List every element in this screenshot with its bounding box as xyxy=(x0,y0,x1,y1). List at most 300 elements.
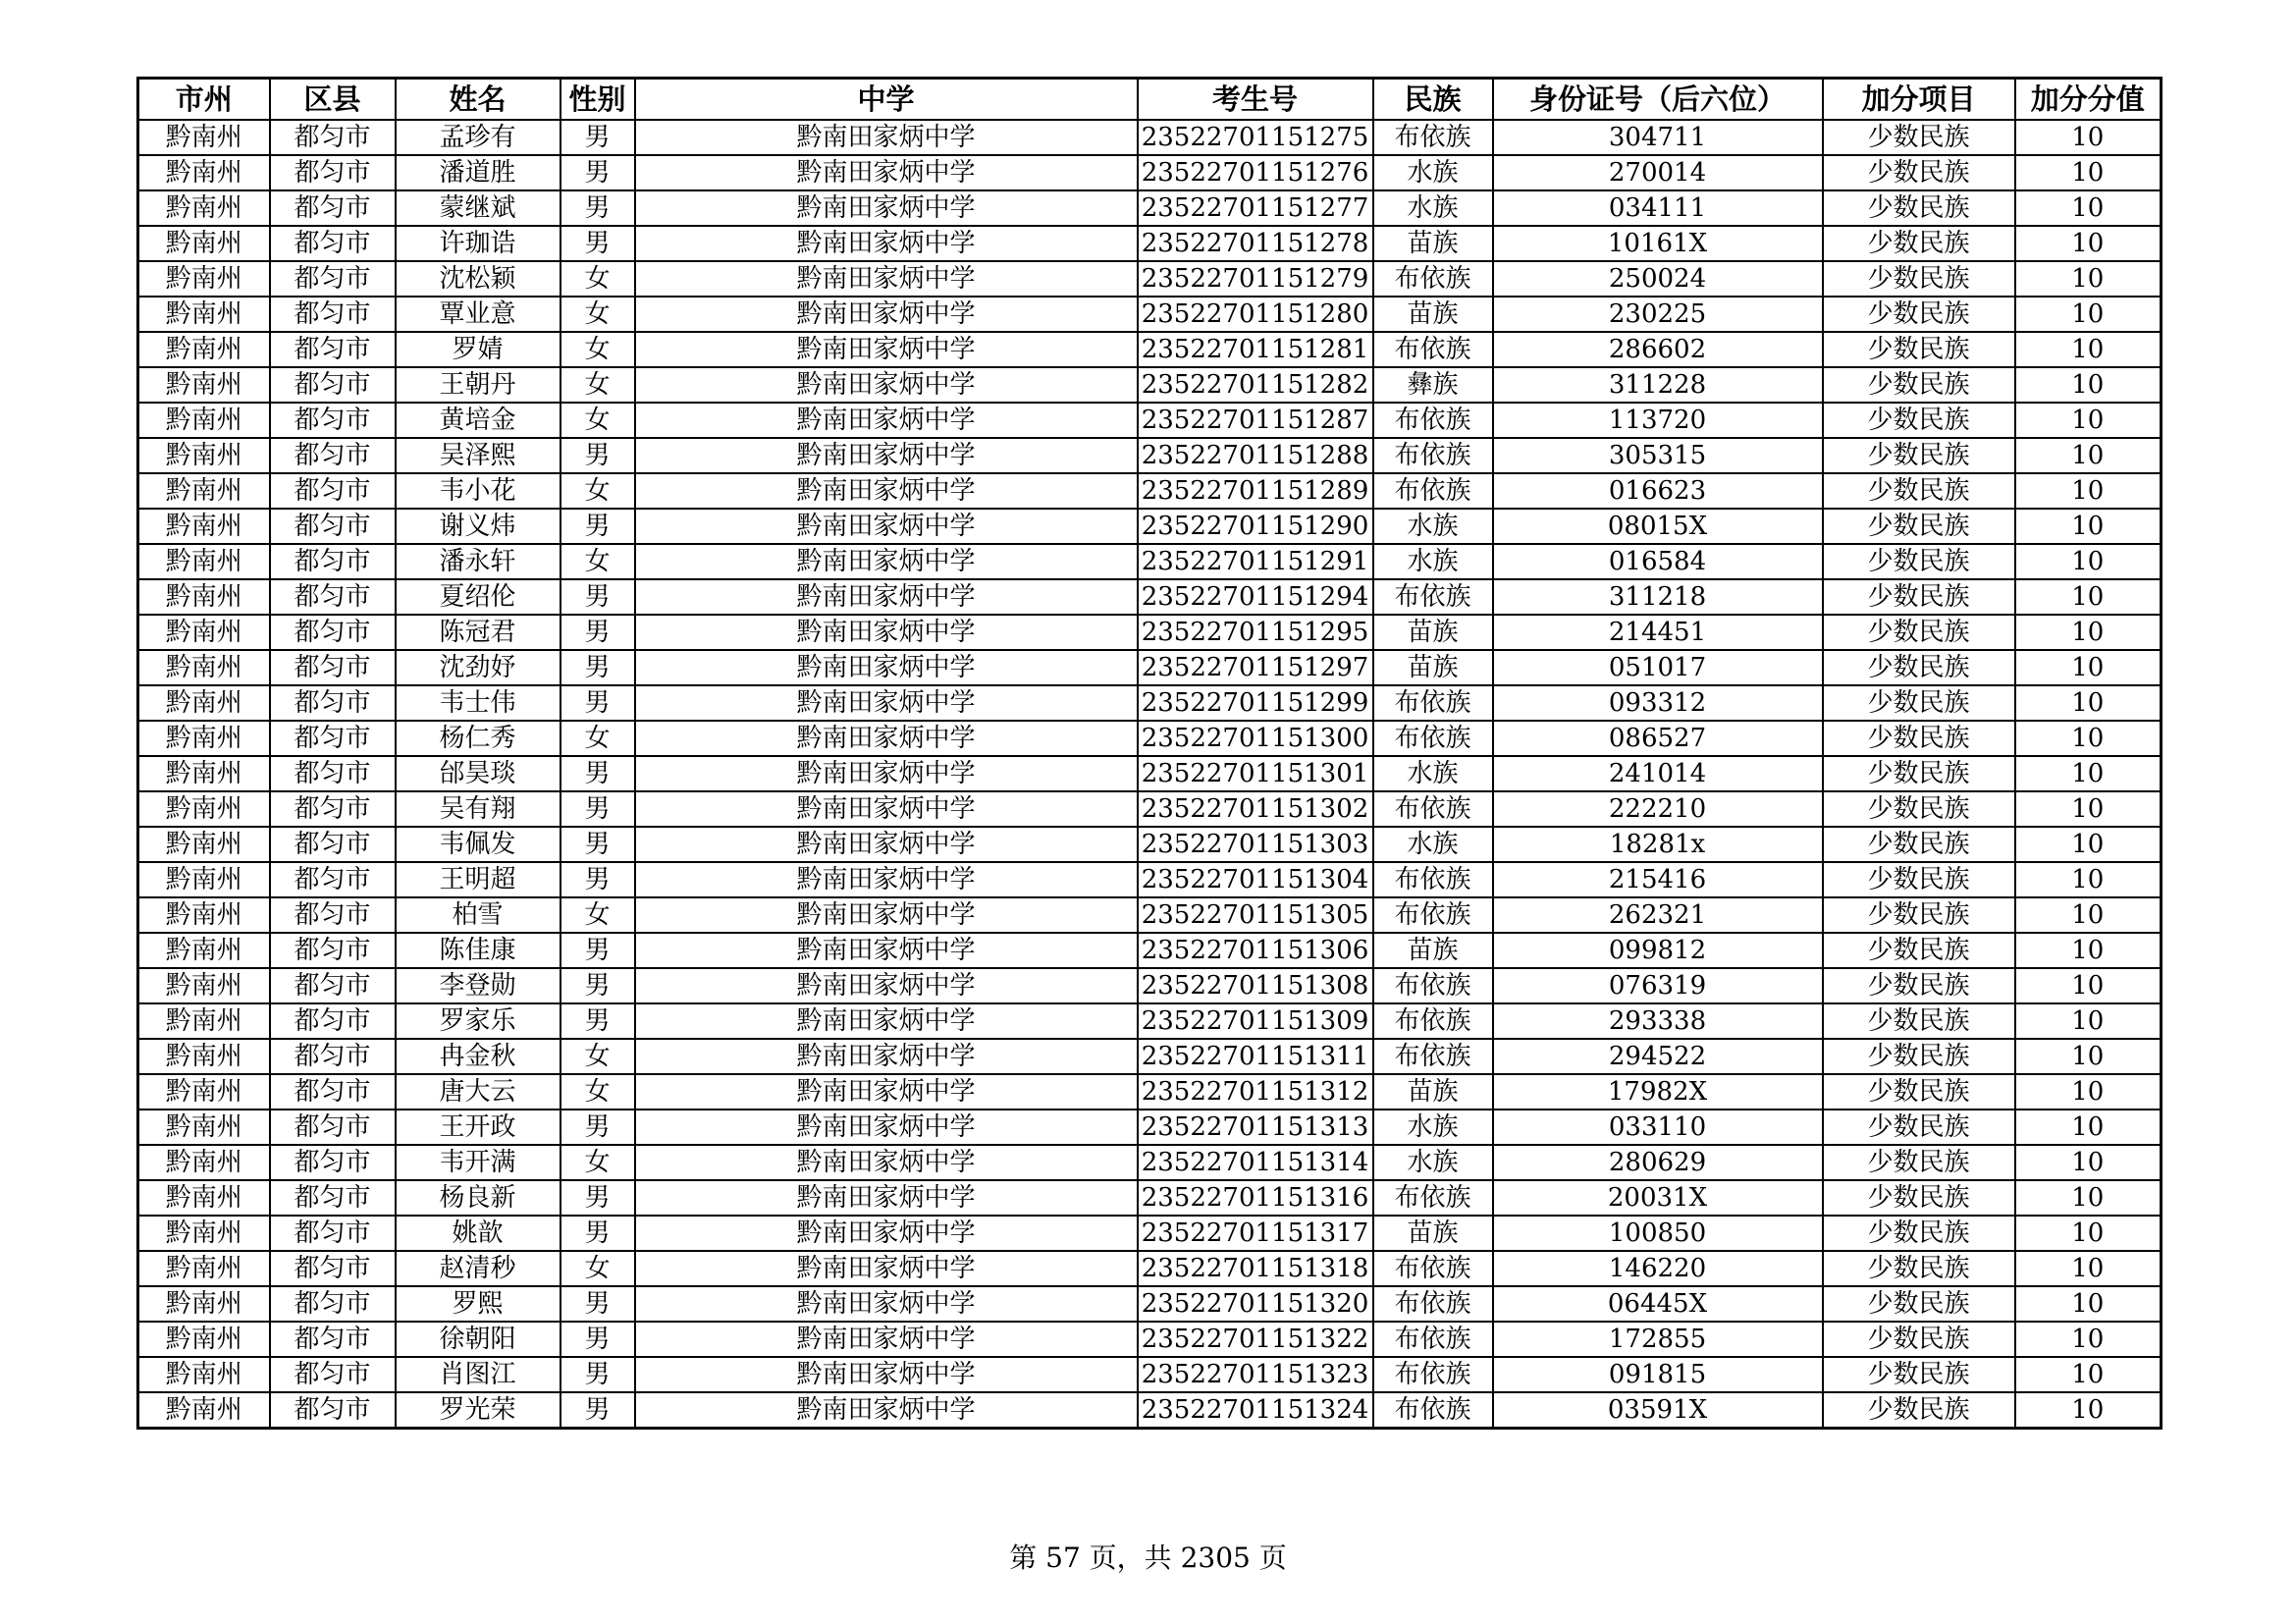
cell-name: 罗熙 xyxy=(396,1286,561,1322)
cell-county: 都匀市 xyxy=(270,297,396,332)
cell-gender: 男 xyxy=(561,827,635,862)
cell-bonus-item: 少数民族 xyxy=(1823,756,2015,791)
cell-ethnicity: 布依族 xyxy=(1373,1251,1493,1286)
cell-ethnicity: 布依族 xyxy=(1373,862,1493,897)
cell-exam-number: 23522701151279 xyxy=(1138,261,1373,297)
cell-bonus-value: 10 xyxy=(2015,1180,2162,1216)
cell-bonus-value: 10 xyxy=(2015,332,2162,367)
cell-gender: 女 xyxy=(561,1145,635,1180)
table-row xyxy=(138,438,2162,473)
cell-county: 都匀市 xyxy=(270,1286,396,1322)
cell-id-last-six: 06445X xyxy=(1493,1286,1823,1322)
cell-ethnicity: 彝族 xyxy=(1373,367,1493,403)
cell-city: 黔南州 xyxy=(138,827,270,862)
cell-id-last-six: 20031X xyxy=(1493,1180,1823,1216)
cell-city: 黔南州 xyxy=(138,1110,270,1145)
cell-name: 孟珍有 xyxy=(396,120,561,155)
cell-id-last-six: 262321 xyxy=(1493,897,1823,933)
cell-exam-number: 23522701151323 xyxy=(1138,1357,1373,1392)
cell-exam-number: 23522701151300 xyxy=(1138,721,1373,756)
table-row xyxy=(138,615,2162,650)
cell-id-last-six: 051017 xyxy=(1493,650,1823,685)
cell-id-last-six: 214451 xyxy=(1493,615,1823,650)
cell-county: 都匀市 xyxy=(270,332,396,367)
cell-bonus-item: 少数民族 xyxy=(1823,791,2015,827)
cell-bonus-item: 少数民族 xyxy=(1823,1180,2015,1216)
cell-exam-number: 23522701151282 xyxy=(1138,367,1373,403)
cell-school: 黔南田家炳中学 xyxy=(635,968,1138,1003)
table-row xyxy=(138,1251,2162,1286)
cell-school: 黔南田家炳中学 xyxy=(635,403,1138,438)
cell-bonus-value: 10 xyxy=(2015,367,2162,403)
cell-school: 黔南田家炳中学 xyxy=(635,897,1138,933)
cell-bonus-item: 少数民族 xyxy=(1823,261,2015,297)
cell-name: 王朝丹 xyxy=(396,367,561,403)
header-ethnicity: 民族 xyxy=(1373,79,1493,121)
cell-bonus-item: 少数民族 xyxy=(1823,1003,2015,1039)
cell-id-last-six: 215416 xyxy=(1493,862,1823,897)
cell-city: 黔南州 xyxy=(138,120,270,155)
cell-id-last-six: 086527 xyxy=(1493,721,1823,756)
cell-id-last-six: 250024 xyxy=(1493,261,1823,297)
cell-city: 黔南州 xyxy=(138,367,270,403)
cell-name: 沈松颖 xyxy=(396,261,561,297)
table-row xyxy=(138,1286,2162,1322)
cell-city: 黔南州 xyxy=(138,1286,270,1322)
cell-gender: 男 xyxy=(561,438,635,473)
cell-exam-number: 23522701151316 xyxy=(1138,1180,1373,1216)
cell-county: 都匀市 xyxy=(270,403,396,438)
cell-exam-number: 23522701151317 xyxy=(1138,1216,1373,1251)
cell-bonus-item: 少数民族 xyxy=(1823,862,2015,897)
cell-id-last-six: 293338 xyxy=(1493,1003,1823,1039)
cell-ethnicity: 水族 xyxy=(1373,1110,1493,1145)
cell-name: 王明超 xyxy=(396,862,561,897)
cell-school: 黔南田家炳中学 xyxy=(635,367,1138,403)
cell-id-last-six: 033110 xyxy=(1493,1110,1823,1145)
cell-exam-number: 23522701151294 xyxy=(1138,579,1373,615)
cell-gender: 女 xyxy=(561,1074,635,1110)
cell-ethnicity: 水族 xyxy=(1373,756,1493,791)
cell-bonus-item: 少数民族 xyxy=(1823,403,2015,438)
cell-city: 黔南州 xyxy=(138,1003,270,1039)
table-row xyxy=(138,756,2162,791)
cell-city: 黔南州 xyxy=(138,1392,270,1429)
cell-school: 黔南田家炳中学 xyxy=(635,438,1138,473)
header-exam-number: 考生号 xyxy=(1138,79,1373,121)
cell-school: 黔南田家炳中学 xyxy=(635,1003,1138,1039)
cell-ethnicity: 布依族 xyxy=(1373,1286,1493,1322)
cell-name: 赵清秒 xyxy=(396,1251,561,1286)
cell-bonus-value: 10 xyxy=(2015,1003,2162,1039)
cell-city: 黔南州 xyxy=(138,933,270,968)
cell-ethnicity: 水族 xyxy=(1373,827,1493,862)
cell-exam-number: 23522701151295 xyxy=(1138,615,1373,650)
cell-ethnicity: 布依族 xyxy=(1373,897,1493,933)
cell-ethnicity: 布依族 xyxy=(1373,1039,1493,1074)
cell-bonus-item: 少数民族 xyxy=(1823,650,2015,685)
cell-name: 杨仁秀 xyxy=(396,721,561,756)
cell-name: 邰昊琰 xyxy=(396,756,561,791)
table-row xyxy=(138,403,2162,438)
cell-city: 黔南州 xyxy=(138,403,270,438)
cell-city: 黔南州 xyxy=(138,509,270,544)
cell-bonus-item: 少数民族 xyxy=(1823,721,2015,756)
cell-school: 黔南田家炳中学 xyxy=(635,1286,1138,1322)
cell-county: 都匀市 xyxy=(270,155,396,190)
table-row xyxy=(138,1216,2162,1251)
cell-bonus-value: 10 xyxy=(2015,1110,2162,1145)
cell-city: 黔南州 xyxy=(138,897,270,933)
table-row xyxy=(138,579,2162,615)
cell-city: 黔南州 xyxy=(138,1180,270,1216)
cell-id-last-six: 093312 xyxy=(1493,685,1823,721)
cell-bonus-item: 少数民族 xyxy=(1823,579,2015,615)
cell-name: 吴泽熙 xyxy=(396,438,561,473)
cell-ethnicity: 布依族 xyxy=(1373,473,1493,509)
cell-ethnicity: 水族 xyxy=(1373,1145,1493,1180)
table-row xyxy=(138,1110,2162,1145)
cell-exam-number: 23522701151306 xyxy=(1138,933,1373,968)
cell-county: 都匀市 xyxy=(270,1251,396,1286)
cell-school: 黔南田家炳中学 xyxy=(635,226,1138,261)
table-row xyxy=(138,897,2162,933)
cell-bonus-item: 少数民族 xyxy=(1823,509,2015,544)
cell-county: 都匀市 xyxy=(270,1322,396,1357)
cell-name: 王开政 xyxy=(396,1110,561,1145)
cell-bonus-item: 少数民族 xyxy=(1823,332,2015,367)
cell-gender: 男 xyxy=(561,190,635,226)
cell-ethnicity: 苗族 xyxy=(1373,297,1493,332)
cell-exam-number: 23522701151308 xyxy=(1138,968,1373,1003)
cell-id-last-six: 099812 xyxy=(1493,933,1823,968)
cell-exam-number: 23522701151311 xyxy=(1138,1039,1373,1074)
cell-name: 姚歆 xyxy=(396,1216,561,1251)
cell-bonus-item: 少数民族 xyxy=(1823,897,2015,933)
cell-school: 黔南田家炳中学 xyxy=(635,473,1138,509)
cell-ethnicity: 苗族 xyxy=(1373,1074,1493,1110)
cell-exam-number: 23522701151299 xyxy=(1138,685,1373,721)
cell-bonus-item: 少数民族 xyxy=(1823,190,2015,226)
cell-bonus-item: 少数民族 xyxy=(1823,968,2015,1003)
cell-ethnicity: 布依族 xyxy=(1373,403,1493,438)
cell-exam-number: 23522701151312 xyxy=(1138,1074,1373,1110)
cell-id-last-six: 08015X xyxy=(1493,509,1823,544)
cell-exam-number: 23522701151322 xyxy=(1138,1322,1373,1357)
cell-county: 都匀市 xyxy=(270,579,396,615)
cell-id-last-six: 294522 xyxy=(1493,1039,1823,1074)
cell-gender: 男 xyxy=(561,685,635,721)
header-bonus-value: 加分分值 xyxy=(2015,79,2162,121)
cell-bonus-value: 10 xyxy=(2015,1251,2162,1286)
cell-school: 黔南田家炳中学 xyxy=(635,756,1138,791)
cell-exam-number: 23522701151297 xyxy=(1138,650,1373,685)
cell-bonus-item: 少数民族 xyxy=(1823,1392,2015,1429)
cell-gender: 女 xyxy=(561,403,635,438)
cell-name: 韦士伟 xyxy=(396,685,561,721)
cell-school: 黔南田家炳中学 xyxy=(635,120,1138,155)
cell-bonus-value: 10 xyxy=(2015,685,2162,721)
cell-exam-number: 23522701151288 xyxy=(1138,438,1373,473)
cell-gender: 男 xyxy=(561,1180,635,1216)
cell-ethnicity: 布依族 xyxy=(1373,968,1493,1003)
cell-county: 都匀市 xyxy=(270,120,396,155)
cell-ethnicity: 水族 xyxy=(1373,544,1493,579)
cell-bonus-item: 少数民族 xyxy=(1823,1110,2015,1145)
cell-exam-number: 23522701151281 xyxy=(1138,332,1373,367)
cell-name: 柏雪 xyxy=(396,897,561,933)
cell-bonus-value: 10 xyxy=(2015,226,2162,261)
cell-gender: 女 xyxy=(561,473,635,509)
cell-county: 都匀市 xyxy=(270,1145,396,1180)
cell-city: 黔南州 xyxy=(138,226,270,261)
cell-city: 黔南州 xyxy=(138,1145,270,1180)
table-row xyxy=(138,1074,2162,1110)
cell-bonus-item: 少数民族 xyxy=(1823,933,2015,968)
cell-exam-number: 23522701151320 xyxy=(1138,1286,1373,1322)
cell-bonus-item: 少数民族 xyxy=(1823,473,2015,509)
cell-name: 冉金秋 xyxy=(396,1039,561,1074)
cell-gender: 男 xyxy=(561,862,635,897)
cell-bonus-value: 10 xyxy=(2015,120,2162,155)
cell-gender: 男 xyxy=(561,226,635,261)
cell-county: 都匀市 xyxy=(270,1216,396,1251)
page-number-footer: 第 57 页，共 2305 页 xyxy=(1009,1542,1287,1574)
cell-gender: 男 xyxy=(561,509,635,544)
cell-city: 黔南州 xyxy=(138,968,270,1003)
cell-county: 都匀市 xyxy=(270,933,396,968)
cell-county: 都匀市 xyxy=(270,1357,396,1392)
cell-county: 都匀市 xyxy=(270,261,396,297)
cell-school: 黔南田家炳中学 xyxy=(635,155,1138,190)
cell-bonus-value: 10 xyxy=(2015,1145,2162,1180)
cell-bonus-value: 10 xyxy=(2015,261,2162,297)
cell-bonus-item: 少数民族 xyxy=(1823,120,2015,155)
cell-bonus-item: 少数民族 xyxy=(1823,1145,2015,1180)
table-row xyxy=(138,1322,2162,1357)
cell-gender: 女 xyxy=(561,544,635,579)
cell-name: 肖图江 xyxy=(396,1357,561,1392)
cell-gender: 女 xyxy=(561,297,635,332)
cell-id-last-six: 091815 xyxy=(1493,1357,1823,1392)
cell-bonus-value: 10 xyxy=(2015,862,2162,897)
cell-city: 黔南州 xyxy=(138,685,270,721)
cell-bonus-value: 10 xyxy=(2015,155,2162,190)
header-city: 市州 xyxy=(138,79,270,121)
table-row xyxy=(138,827,2162,862)
cell-id-last-six: 286602 xyxy=(1493,332,1823,367)
table-row xyxy=(138,862,2162,897)
cell-name: 韦小花 xyxy=(396,473,561,509)
cell-city: 黔南州 xyxy=(138,1322,270,1357)
cell-school: 黔南田家炳中学 xyxy=(635,1216,1138,1251)
cell-school: 黔南田家炳中学 xyxy=(635,1180,1138,1216)
cell-exam-number: 23522701151277 xyxy=(1138,190,1373,226)
cell-school: 黔南田家炳中学 xyxy=(635,827,1138,862)
cell-gender: 男 xyxy=(561,120,635,155)
cell-id-last-six: 172855 xyxy=(1493,1322,1823,1357)
table-row xyxy=(138,332,2162,367)
cell-bonus-value: 10 xyxy=(2015,827,2162,862)
cell-gender: 女 xyxy=(561,1039,635,1074)
cell-school: 黔南田家炳中学 xyxy=(635,791,1138,827)
cell-name: 潘道胜 xyxy=(396,155,561,190)
cell-school: 黔南田家炳中学 xyxy=(635,933,1138,968)
cell-bonus-item: 少数民族 xyxy=(1823,1251,2015,1286)
cell-county: 都匀市 xyxy=(270,1392,396,1429)
cell-ethnicity: 布依族 xyxy=(1373,685,1493,721)
cell-bonus-item: 少数民族 xyxy=(1823,615,2015,650)
cell-gender: 男 xyxy=(561,615,635,650)
cell-name: 谢义炜 xyxy=(396,509,561,544)
cell-county: 都匀市 xyxy=(270,226,396,261)
cell-ethnicity: 布依族 xyxy=(1373,1322,1493,1357)
cell-county: 都匀市 xyxy=(270,438,396,473)
cell-city: 黔南州 xyxy=(138,1251,270,1286)
cell-county: 都匀市 xyxy=(270,1039,396,1074)
cell-gender: 男 xyxy=(561,650,635,685)
cell-city: 黔南州 xyxy=(138,756,270,791)
cell-exam-number: 23522701151324 xyxy=(1138,1392,1373,1429)
cell-city: 黔南州 xyxy=(138,438,270,473)
table-row xyxy=(138,1145,2162,1180)
cell-bonus-value: 10 xyxy=(2015,791,2162,827)
cell-bonus-value: 10 xyxy=(2015,579,2162,615)
cell-name: 韦开满 xyxy=(396,1145,561,1180)
cell-school: 黔南田家炳中学 xyxy=(635,1392,1138,1429)
cell-gender: 男 xyxy=(561,579,635,615)
table-row xyxy=(138,261,2162,297)
cell-gender: 女 xyxy=(561,261,635,297)
cell-id-last-six: 10161X xyxy=(1493,226,1823,261)
cell-id-last-six: 03591X xyxy=(1493,1392,1823,1429)
cell-bonus-value: 10 xyxy=(2015,897,2162,933)
cell-county: 都匀市 xyxy=(270,615,396,650)
header-row xyxy=(138,79,2162,121)
cell-ethnicity: 布依族 xyxy=(1373,1180,1493,1216)
cell-school: 黔南田家炳中学 xyxy=(635,721,1138,756)
cell-city: 黔南州 xyxy=(138,297,270,332)
cell-id-last-six: 016623 xyxy=(1493,473,1823,509)
cell-bonus-value: 10 xyxy=(2015,1322,2162,1357)
cell-id-last-six: 034111 xyxy=(1493,190,1823,226)
cell-school: 黔南田家炳中学 xyxy=(635,332,1138,367)
cell-county: 都匀市 xyxy=(270,1003,396,1039)
cell-bonus-value: 10 xyxy=(2015,933,2162,968)
cell-county: 都匀市 xyxy=(270,791,396,827)
cell-county: 都匀市 xyxy=(270,509,396,544)
table-row xyxy=(138,473,2162,509)
table-row xyxy=(138,1357,2162,1392)
table-row xyxy=(138,1180,2162,1216)
table-row xyxy=(138,120,2162,155)
cell-gender: 男 xyxy=(561,791,635,827)
cell-bonus-item: 少数民族 xyxy=(1823,1216,2015,1251)
cell-ethnicity: 水族 xyxy=(1373,190,1493,226)
cell-city: 黔南州 xyxy=(138,721,270,756)
cell-exam-number: 23522701151301 xyxy=(1138,756,1373,791)
cell-bonus-value: 10 xyxy=(2015,756,2162,791)
cell-gender: 男 xyxy=(561,1003,635,1039)
cell-county: 都匀市 xyxy=(270,1180,396,1216)
header-county: 区县 xyxy=(270,79,396,121)
cell-bonus-item: 少数民族 xyxy=(1823,1286,2015,1322)
cell-id-last-six: 270014 xyxy=(1493,155,1823,190)
cell-exam-number: 23522701151309 xyxy=(1138,1003,1373,1039)
cell-city: 黔南州 xyxy=(138,579,270,615)
cell-ethnicity: 布依族 xyxy=(1373,791,1493,827)
cell-gender: 女 xyxy=(561,367,635,403)
cell-name: 许珈诰 xyxy=(396,226,561,261)
cell-exam-number: 23522701151318 xyxy=(1138,1251,1373,1286)
cell-city: 黔南州 xyxy=(138,473,270,509)
cell-id-last-six: 241014 xyxy=(1493,756,1823,791)
cell-id-last-six: 304711 xyxy=(1493,120,1823,155)
cell-bonus-value: 10 xyxy=(2015,1357,2162,1392)
table-row xyxy=(138,968,2162,1003)
table-body xyxy=(138,120,2162,1429)
cell-school: 黔南田家炳中学 xyxy=(635,650,1138,685)
cell-county: 都匀市 xyxy=(270,650,396,685)
table-row xyxy=(138,226,2162,261)
cell-bonus-value: 10 xyxy=(2015,190,2162,226)
cell-exam-number: 23522701151313 xyxy=(1138,1110,1373,1145)
cell-gender: 男 xyxy=(561,155,635,190)
cell-gender: 男 xyxy=(561,1392,635,1429)
cell-school: 黔南田家炳中学 xyxy=(635,261,1138,297)
cell-school: 黔南田家炳中学 xyxy=(635,1251,1138,1286)
cell-exam-number: 23522701151290 xyxy=(1138,509,1373,544)
cell-id-last-six: 305315 xyxy=(1493,438,1823,473)
cell-name: 黄培金 xyxy=(396,403,561,438)
cell-gender: 男 xyxy=(561,1110,635,1145)
cell-school: 黔南田家炳中学 xyxy=(635,1322,1138,1357)
cell-name: 罗婧 xyxy=(396,332,561,367)
cell-bonus-value: 10 xyxy=(2015,473,2162,509)
cell-bonus-value: 10 xyxy=(2015,403,2162,438)
cell-city: 黔南州 xyxy=(138,1357,270,1392)
cell-id-last-six: 280629 xyxy=(1493,1145,1823,1180)
cell-school: 黔南田家炳中学 xyxy=(635,1110,1138,1145)
cell-bonus-value: 10 xyxy=(2015,1074,2162,1110)
cell-county: 都匀市 xyxy=(270,1074,396,1110)
cell-id-last-six: 222210 xyxy=(1493,791,1823,827)
cell-bonus-item: 少数民族 xyxy=(1823,827,2015,862)
cell-name: 唐大云 xyxy=(396,1074,561,1110)
cell-exam-number: 23522701151303 xyxy=(1138,827,1373,862)
cell-county: 都匀市 xyxy=(270,862,396,897)
table-row xyxy=(138,297,2162,332)
cell-city: 黔南州 xyxy=(138,155,270,190)
table-row xyxy=(138,685,2162,721)
cell-exam-number: 23522701151276 xyxy=(1138,155,1373,190)
cell-school: 黔南田家炳中学 xyxy=(635,1357,1138,1392)
cell-bonus-value: 10 xyxy=(2015,615,2162,650)
cell-id-last-six: 100850 xyxy=(1493,1216,1823,1251)
cell-exam-number: 23522701151289 xyxy=(1138,473,1373,509)
cell-gender: 女 xyxy=(561,1251,635,1286)
cell-gender: 女 xyxy=(561,897,635,933)
cell-name: 沈劲妤 xyxy=(396,650,561,685)
cell-ethnicity: 布依族 xyxy=(1373,261,1493,297)
cell-county: 都匀市 xyxy=(270,544,396,579)
cell-city: 黔南州 xyxy=(138,544,270,579)
cell-school: 黔南田家炳中学 xyxy=(635,509,1138,544)
cell-city: 黔南州 xyxy=(138,190,270,226)
cell-bonus-item: 少数民族 xyxy=(1823,297,2015,332)
cell-county: 都匀市 xyxy=(270,1110,396,1145)
cell-school: 黔南田家炳中学 xyxy=(635,685,1138,721)
